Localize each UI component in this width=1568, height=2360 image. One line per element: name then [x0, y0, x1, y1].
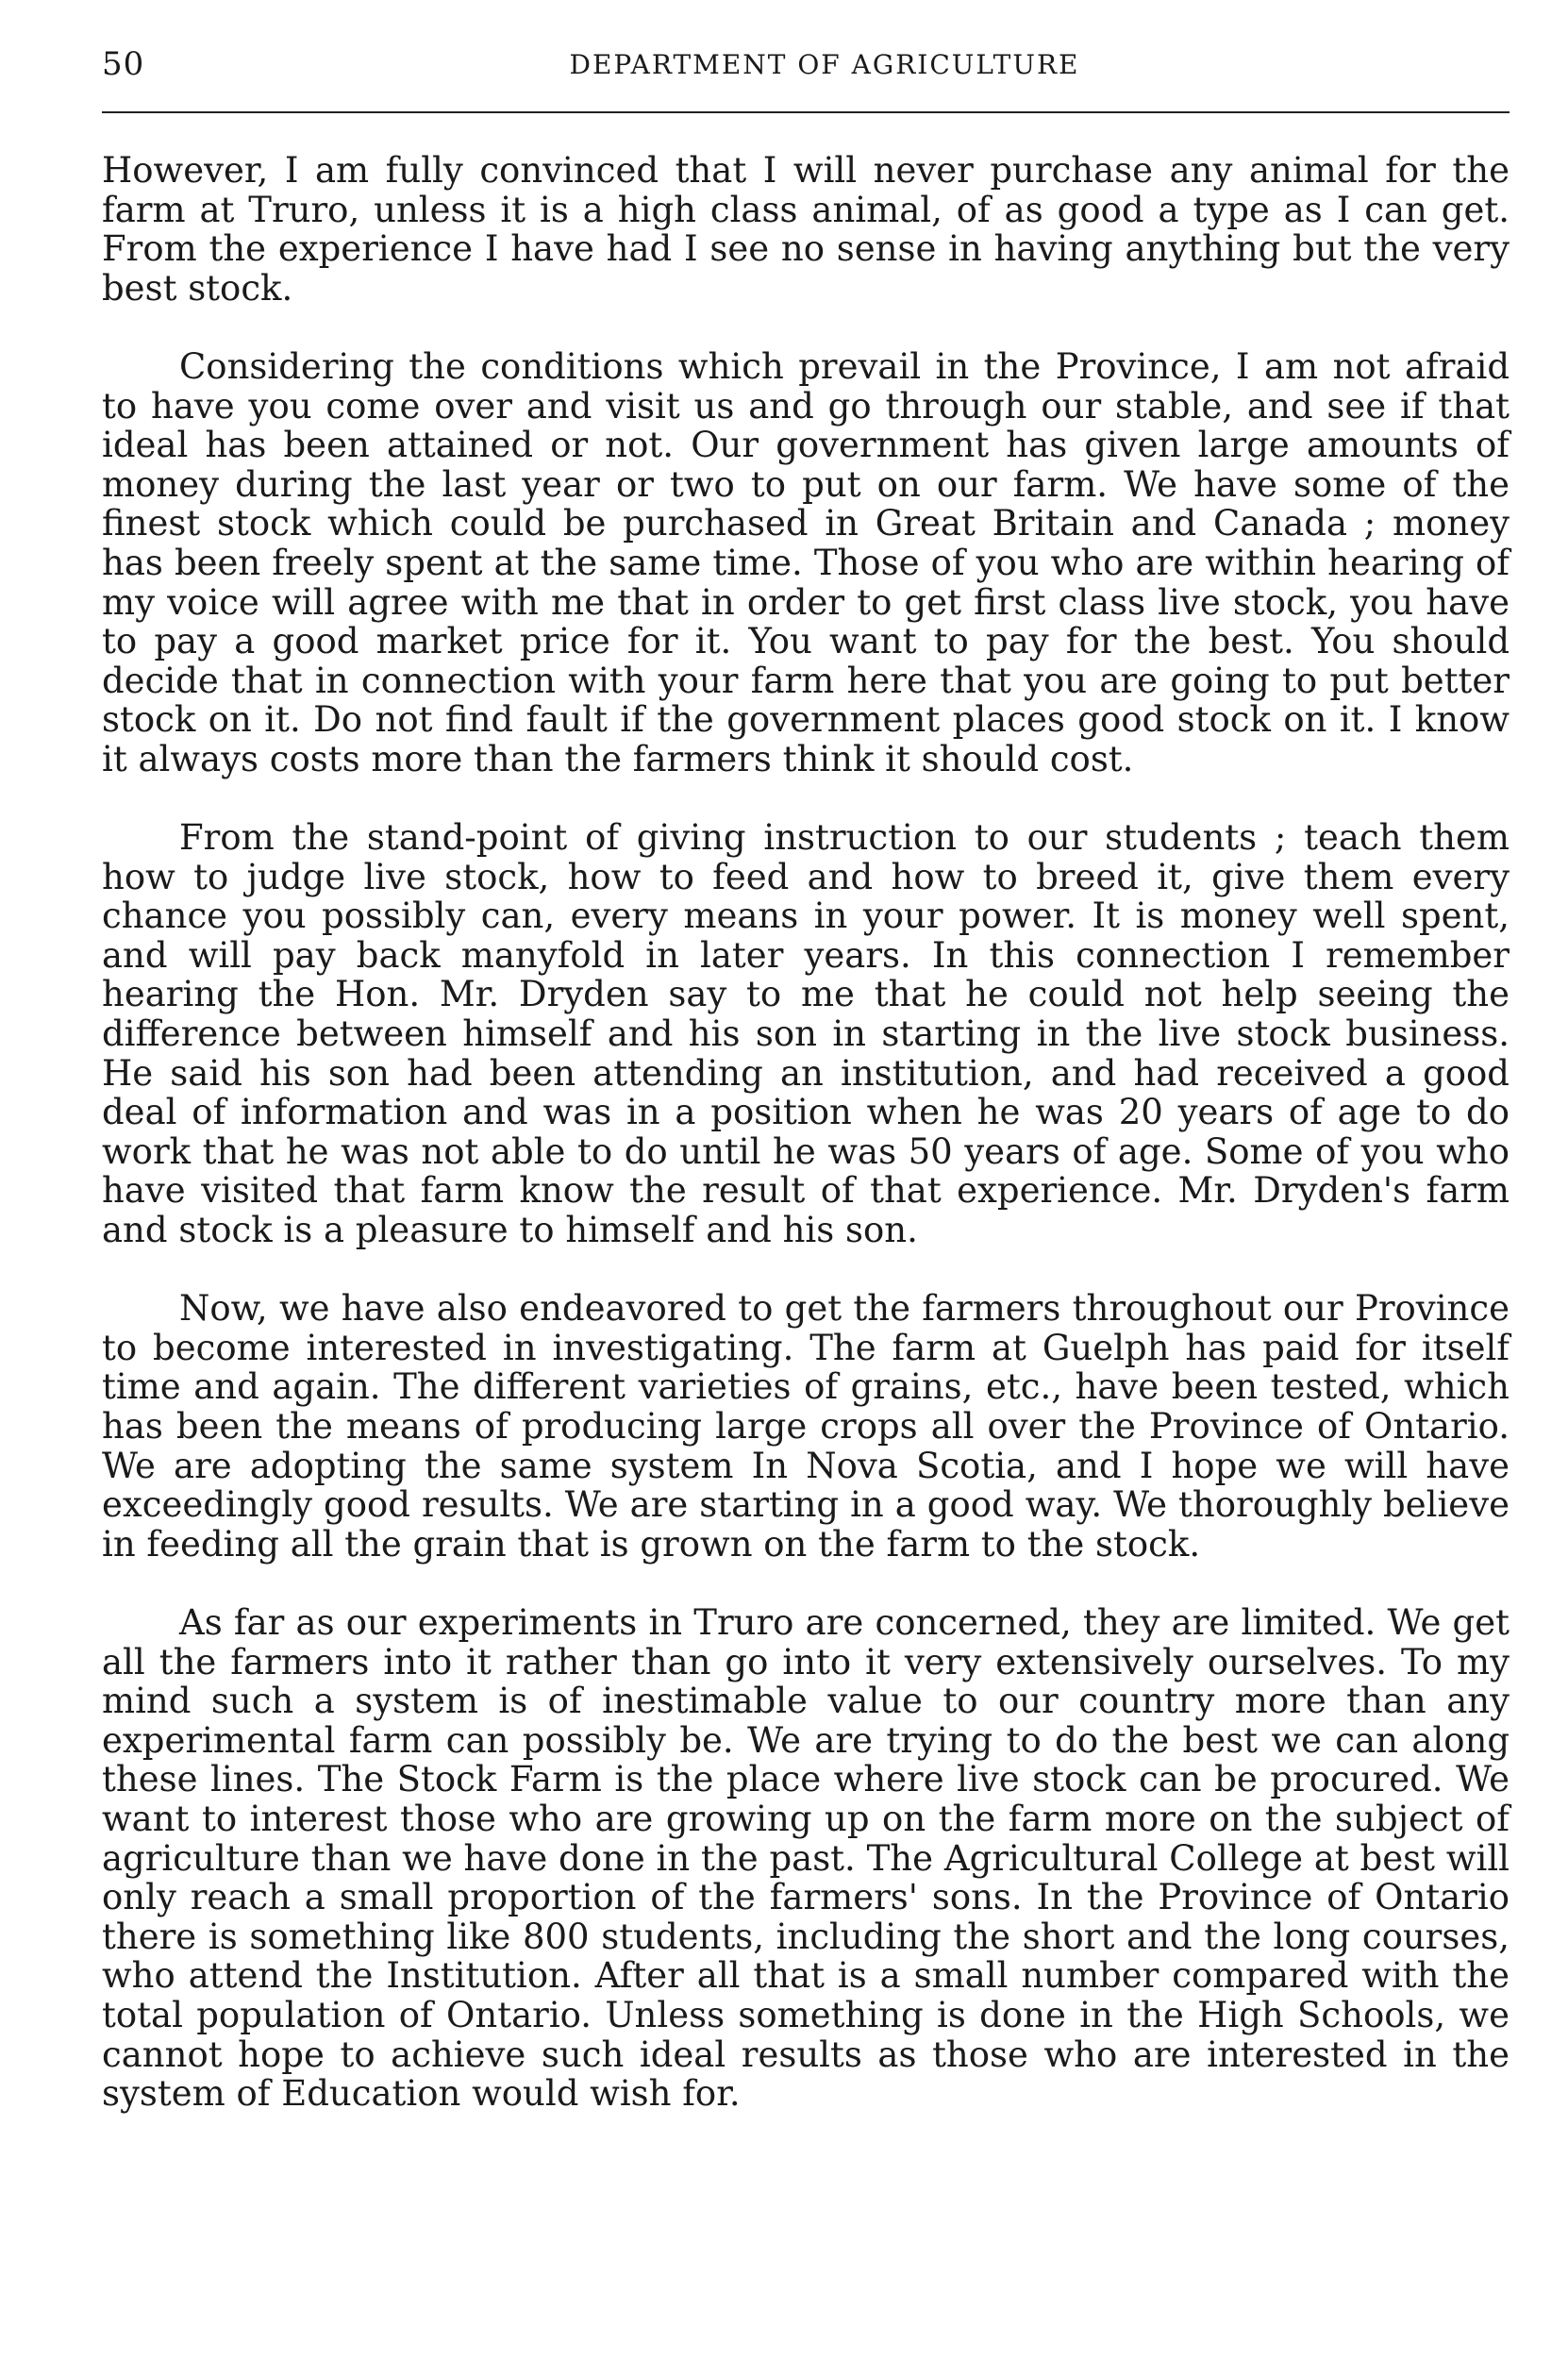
- running-head: DEPARTMENT OF AGRICULTURE: [569, 49, 1080, 80]
- body-text: [102, 151, 1510, 2152]
- page-number: 50: [102, 45, 145, 83]
- page-header: [102, 40, 1510, 96]
- paragraph-3: From the stand-point of giving instruction to our students ; teach them how to judge live stock, how to feed and how to breed it, give them every chance you possibly can, every means in your power. It is money well spent, and will pay back manyfold in later years. In this connection I remember hearing the Hon. Mr. Dryden say to me that he could not help seeing the difference between himself and his son in starting in the live stock business. He said his son had been attending an institution, and had received a good deal of information and was in a position when he was 20 years of age to do work that he was not able to do until he was 50 years of age. Some of you who have visited that farm know the result of that experience. Mr. Dryden's farm and stock is a pleasure to himself and his son.: [102, 817, 1510, 1251]
- paragraph-4: Now, we have also endeavored to get the farmers throughout our Province to become interested in investigating. The farm at Guelph has paid for itself time and again. The different varieties of grains, etc., have been tested, which has been the means of producing large crops all over the Province of Ontario. We are adopting the same system In Nova Scotia, and I hope we will have exceedingly good results. We are starting in a good way. We thoroughly believe in feeding all the grain that is grown on the farm to the stock.: [102, 1288, 1510, 1565]
- header-rule: [102, 111, 1510, 113]
- paragraph-5: As far as our experiments in Truro are concerned, they are limited. We get all the farmers into it rather than go into it very extensively ourselves. To my mind such a system is of inestimable value to our country more than any experimental farm can possibly be. We are trying to do the best we can along these lines. The Stock Farm is the place where live stock can be procured. We want to interest those who are growing up on the farm more on the subject of agriculture than we have done in the past. The Agricultural College at best will only reach a small proportion of the farmers' sons. In the Province of Ontario there is something like 800 students, including the short and the long courses, who attend the Institution. After all that is a small number compared with the total population of Ontario. Unless something is done in the High Schools, we cannot hope to achieve such ideal results as those who are interested in the system of Education would wish for.: [102, 1601, 1510, 2115]
- paragraph-2: Considering the conditions which prevail in the Province, I am not afraid to have you come over and visit us and go through our stable, and see if that ideal has been attained or not. Our government has given large amounts of money during the last year or two to put on our farm. We have some of the finest stock which could be purchased in Great Britain and Canada ; money has been freely spent at the same time. Those of you who are within hearing of my voice will agree with me that in order to get first class live stock, you have to pay a good market price for it. You want to pay for the best. You should decide that in connection with your farm here that you are going to put better stock on it. Do not find fault if the government places good stock on it. I know it always costs more than the farmers think it should cost.: [102, 345, 1510, 779]
- paragraph-1: However, I am fully convinced that I will never purchase any animal for the farm at Truro, unless it is a high class animal, of as good a type as I can get. From the experience I have had I see no sense in having anything but the very best stock.: [102, 150, 1510, 309]
